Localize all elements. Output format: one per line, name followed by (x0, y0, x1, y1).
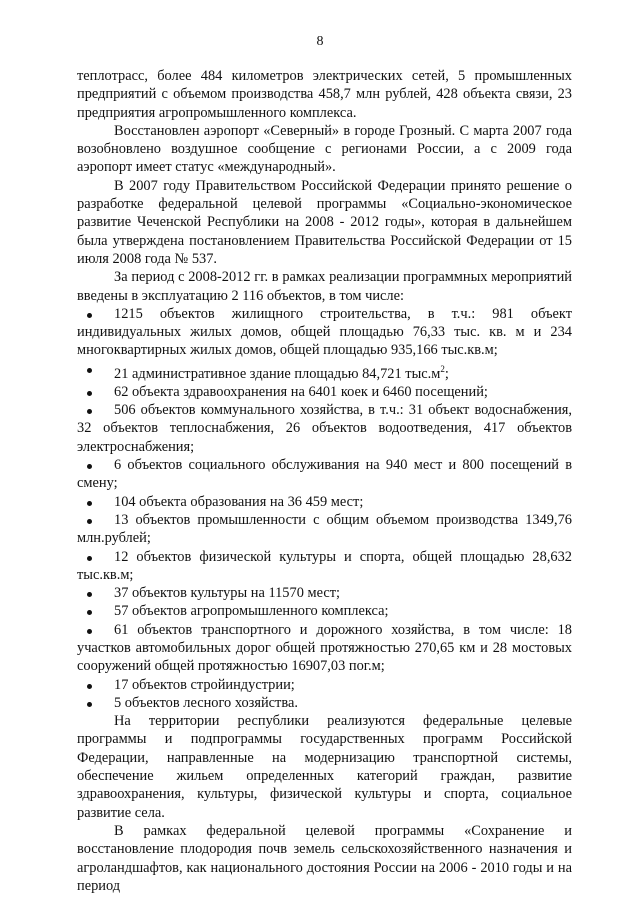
bullet-text: 21 административное здание площадью 84,721 тыс.м (114, 365, 441, 382)
bullet-text: 506 объектов коммунального хозяйства, в т.ч.: 31 объект водоснабжения, 32 объектов теплоснабжения, 26 объектов водоотведения, 417 объектов электроснабжения; (77, 402, 572, 455)
bullet-item-sport (77, 548, 572, 585)
paragraph-federal-program: В 2007 году Правительством Российской Федерации принято решение о разработке федеральной целевой программы «Социально-экономическое развитие Чеченской Республики на 2008 - 2012 годы», которая в дальнейшем была утверждена постановлением Правительства Российской Федерации от 15 июля 2008 года № 537. (77, 177, 572, 267)
bullet-text: 104 объекта образования на 36 459 мест; (114, 493, 364, 510)
bullet-text: 37 объектов культуры на 11570 мест; (114, 585, 341, 602)
paragraph-continuation: теплотрасс, более 484 километров электрических сетей, 5 промышленных предприятий с объемом производства 458,7 млн рублей, 428 объекта связи, 23 предприятия агропромышленного комплекса. (77, 68, 572, 121)
superscript: 2 (440, 363, 445, 374)
bullet-text: 62 объекта здравоохранения на 6401 коек и 6460 посещений; (114, 383, 488, 400)
bullet-icon (87, 610, 92, 615)
bullet-text: 6 объектов социального обслуживания на 940 мест и 800 посещений в смену; (77, 457, 572, 492)
bullet-item-transport (77, 621, 572, 676)
bullet-item-agro (77, 602, 572, 620)
bullet-item-healthcare (77, 383, 572, 401)
paragraph-airport: Восстановлен аэропорт «Северный» в городе Грозный. С марта 2007 года возобновлено воздушное сообщение с регионами России, а с 2009 года аэропорт имеет статус «международный». (77, 122, 572, 176)
bullet-item-forestry (77, 694, 572, 712)
bullet-item-utilities (77, 401, 572, 456)
bullet-item-industry (77, 511, 572, 548)
paragraph-soil-program: В рамках федеральной целевой программы «Сохранение и восстановление плодородия почв земель сельскохозяйственного назначения и агроландшафтов, как национального достояния России на 2006 - 2010 годы и на период (77, 822, 572, 894)
document-body (77, 67, 572, 895)
bullet-item-social-services (77, 456, 572, 493)
bullet-item-culture (77, 584, 572, 602)
bullet-item-housing (77, 305, 572, 360)
bullet-text: 13 объектов промышленности с общим объемом производства 1349,76 млн.рублей; (77, 511, 572, 547)
bullet-icon (87, 556, 92, 561)
paragraph-objects-intro: За период с 2008-2012 гг. в рамках реализации программных мероприятий введены в эксплуатацию 2 116 объектов, в том числе: (77, 269, 572, 304)
paragraph-federal-programs: На территории республики реализуются федеральные целевые программы и подпрограммы государственных программ Российской Федерации, направленные на модернизацию транспортной системы, обеспечение жильем определенных категорий граждан, развитие здравоохранения, культуры, физической культуры и спорта, социальное развитие села. (77, 713, 572, 821)
bullet-item-admin-buildings (77, 360, 572, 383)
bullet-text: 12 объектов физической культуры и спорта, общей площадью 28,632 тыс.кв.м; (77, 548, 572, 583)
bullet-text: 1215 объектов жилищного строительства, в т.ч.: 981 объект индивидуальных жилых домов, общей площадью 76,33 тыс. кв. м и 234 многоквартирных жилых домов, общей площадью 935,166 тыс.кв.м; (77, 305, 572, 359)
page-number: 8 (316, 34, 324, 49)
bullet-icon (87, 409, 92, 414)
bullet-icon (87, 519, 92, 524)
bullet-icon (87, 684, 92, 689)
bullet-item-construction (77, 676, 572, 694)
bullet-icon (87, 501, 92, 506)
bullet-text: 17 объектов стройиндустрии; (114, 676, 295, 693)
bullet-icon (87, 368, 92, 373)
bullet-text-end: ; (444, 365, 449, 382)
bullet-icon (87, 464, 92, 469)
bullet-icon (87, 313, 92, 318)
bullet-item-education (77, 493, 572, 511)
bullet-icon (87, 592, 92, 597)
bullet-icon (87, 629, 92, 634)
bullet-text: 5 объектов лесного хозяйства. (114, 694, 298, 711)
objects-bullet-list (77, 305, 572, 712)
bullet-text: 57 объектов агропромышленного комплекса; (114, 603, 389, 620)
bullet-icon (87, 391, 92, 396)
bullet-icon (87, 702, 92, 707)
bullet-text: 61 объектов транспортного и дорожного хозяйства, в том числе: 18 участков автомобильных дорог общей протяжностью 270,65 км и 28 мостовых сооружений общей протяжностью 16907,03 пог.м; (77, 621, 572, 675)
